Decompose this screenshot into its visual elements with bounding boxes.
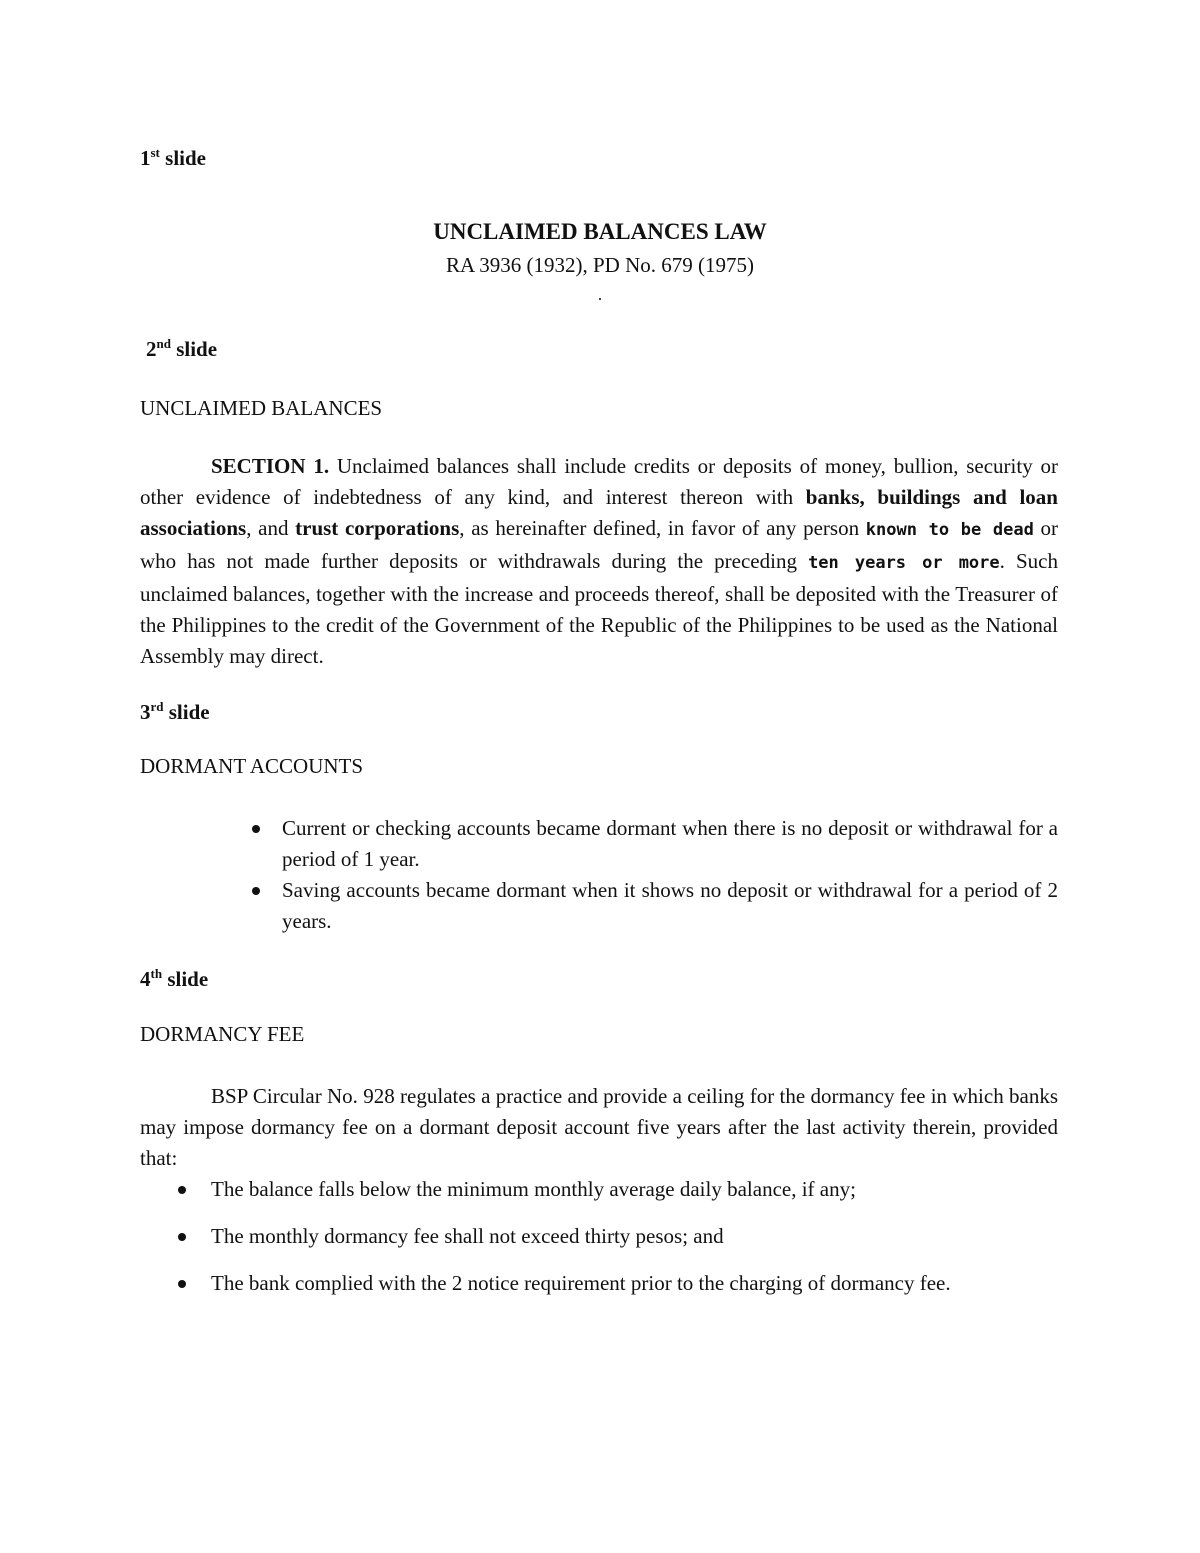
stray-dot [599, 298, 601, 300]
slide-number: 1 [140, 146, 151, 170]
slide-label-3 [140, 697, 210, 728]
para-segment: , and [246, 516, 296, 540]
slide-word: slide [168, 700, 210, 724]
slide-number: 3 [140, 700, 151, 724]
para-segment: banks, buildings and loan associations [140, 485, 1058, 540]
slide-ordinal: st [150, 145, 160, 160]
dormancy-fee-conditions-list [211, 1174, 1071, 1315]
slide-number: 2 [146, 337, 157, 361]
list-item [211, 1221, 1071, 1252]
para-segment: . Such unclaimed balances, together with the increase and proceeds thereof, shall be deposited with the Treasurer of the Philippines to the credit of the Government of the Republic of the Philippines to be used as the National Assembly may direct. [140, 549, 1058, 668]
section-heading-dormancy-fee: DORMANCY FEE [140, 1022, 305, 1046]
list-item [282, 875, 1058, 937]
bullet-icon [252, 887, 260, 895]
section-heading-unclaimed-balances: UNCLAIMED BALANCES [140, 396, 383, 420]
bullet-icon [178, 1233, 186, 1241]
slide-label-4 [140, 964, 208, 995]
list-item-text: Saving accounts became dormant when it shows no deposit or withdrawal for a period of 2 years. [282, 878, 1058, 933]
para-segment: Unclaimed balances shall include credits or deposits of money, bullion, security or other evidence of indebtedness of any kind, and interest thereon with [140, 454, 1058, 509]
dormant-accounts-list [282, 813, 1058, 937]
para-segment: trust corporations [295, 516, 460, 540]
bullet-icon [178, 1280, 186, 1288]
para-segment: known to be dead [865, 520, 1034, 540]
para-segment: or who has not made further deposits or withdrawals during the preceding [140, 516, 1059, 573]
section-1-paragraph [140, 451, 1058, 672]
slide-word: slide [167, 967, 209, 991]
bullet-icon [178, 1186, 186, 1194]
para-segment: , as hereinafter defined, in favor of any person [459, 516, 866, 540]
dormancy-fee-paragraph: BSP Circular No. 928 regulates a practice and provide a ceiling for the dormancy fee in which banks may impose dormancy fee on a dormant deposit account five years after the last activity therein, provided that: [140, 1084, 1058, 1170]
para-segment: ten years or more [808, 553, 1000, 573]
bullet-icon [252, 825, 260, 833]
para-segment: SECTION 1. [211, 454, 330, 478]
document-title: UNCLAIMED BALANCES LAW [433, 219, 767, 244]
slide-label-1 [140, 143, 206, 174]
list-item [211, 1268, 1071, 1299]
list-item [211, 1174, 1071, 1205]
slide-label-2 [146, 334, 217, 365]
list-item [282, 813, 1058, 875]
slide-word: slide [165, 146, 206, 170]
document-subtitle: RA 3936 (1932), PD No. 679 (1975) [446, 253, 754, 277]
slide-word: slide [176, 337, 218, 361]
slide-ordinal: th [150, 966, 163, 981]
list-item-text: The balance falls below the minimum monthly average daily balance, if any; [211, 1177, 856, 1201]
slide-ordinal: rd [150, 699, 164, 714]
list-item-text: The bank complied with the 2 notice requirement prior to the charging of dormancy fee. [211, 1271, 951, 1295]
slide-number: 4 [140, 967, 151, 991]
slide-ordinal: nd [156, 336, 171, 351]
section-heading-dormant-accounts: DORMANT ACCOUNTS [140, 754, 364, 778]
list-item-text: The monthly dormancy fee shall not exceed thirty pesos; and [211, 1224, 724, 1248]
list-item-text: Current or checking accounts became dormant when there is no deposit or withdrawal for a period of 1 year. [282, 816, 1058, 871]
